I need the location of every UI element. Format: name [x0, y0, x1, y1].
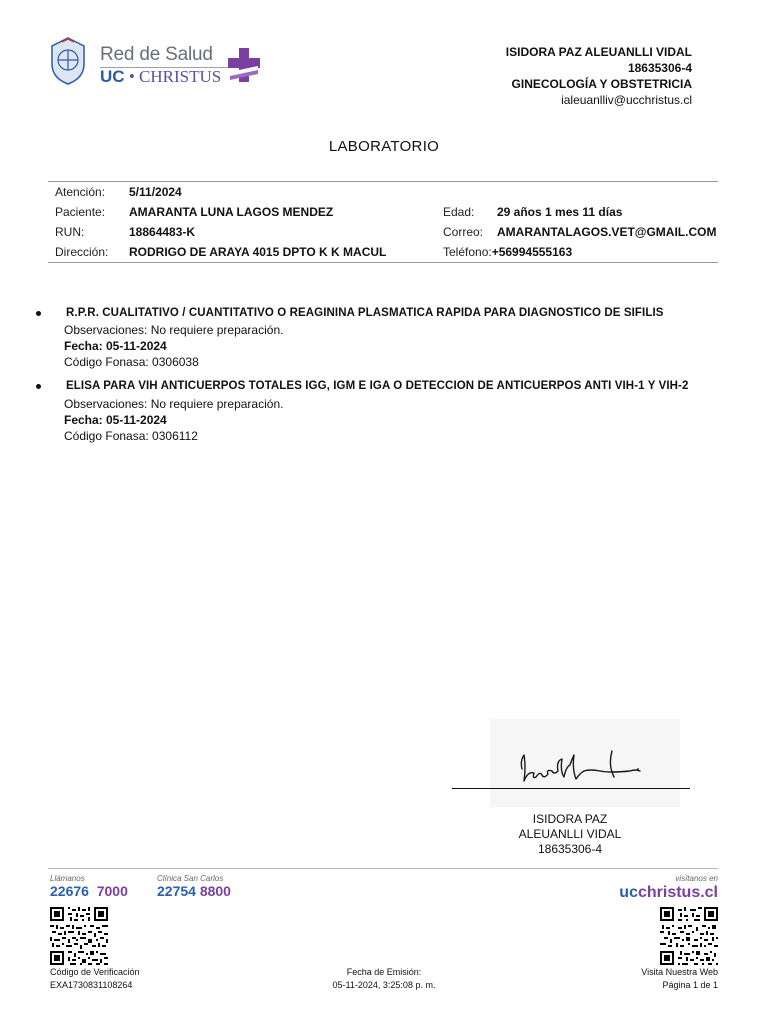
- signature-image: [490, 719, 680, 807]
- exam-fonasa-code: Código Fonasa: 0306112: [64, 429, 198, 443]
- patient-email-field: [443, 225, 716, 239]
- patient-name-field: [55, 205, 333, 219]
- exam-fonasa-code: Código Fonasa: 0306038: [64, 355, 199, 369]
- signer-name-line1: ISIDORA PAZ: [532, 812, 608, 826]
- university-seal-icon: [48, 36, 88, 86]
- call-number[interactable]: [50, 883, 128, 899]
- website-link[interactable]: [619, 884, 718, 902]
- patient-age-field: [443, 205, 622, 219]
- verification-qr-code-icon: [50, 907, 108, 965]
- issue-date-value: 05-11-2024, 3:25:08 p. m.: [332, 980, 436, 990]
- issue-date-label: Fecha de Emisión:: [346, 967, 422, 977]
- patient-address-label: Dirección:: [55, 245, 109, 259]
- bullet-icon: [36, 384, 41, 389]
- call-label: Llámanos: [50, 874, 85, 883]
- footer-divider: [48, 868, 718, 869]
- patient-run-field: [55, 225, 195, 239]
- doctor-name: ISIDORA PAZ ALEUANLLI VIDAL: [505, 45, 692, 59]
- exam-title: R.P.R. CUALITATIVO / CUANTITATIVO O REAGININA PLASMATICA RAPIDA PARA DIAGNOSTICO DE SIFILIS: [66, 307, 664, 319]
- doctor-specialty: GINECOLOGÍA Y OBSTETRICIA: [511, 77, 692, 91]
- call-number-part1: 22676: [50, 883, 89, 899]
- page-number: Página 1 de 1: [662, 980, 718, 990]
- patient-address-value: RODRIGO DE ARAYA 4015 DPTO K K MACUL: [129, 245, 387, 259]
- website-uc: uc: [619, 884, 638, 901]
- call-number-part2: 7000: [96, 883, 128, 899]
- web-label: visítanos en: [675, 874, 718, 883]
- exam-date: Fecha: 05-11-2024: [64, 413, 167, 427]
- attention-value: 5/11/2024: [129, 185, 182, 199]
- christus-cross-icon: [226, 46, 262, 84]
- signature-line: [452, 788, 690, 789]
- patient-age-value: 29 años 1 mes 11 días: [497, 205, 623, 219]
- signer-name-line2: ALEUANLLI VIDAL: [518, 827, 622, 841]
- logo-line-red-de-salud: Red de Salud: [100, 44, 213, 65]
- clinic-number-part1: 22754: [157, 883, 196, 899]
- attention-field: [55, 185, 182, 199]
- verification-label: Código de Verificación: [50, 967, 140, 977]
- clinic-number-part2: 8800: [199, 883, 231, 899]
- handwritten-signature-icon: [490, 719, 680, 807]
- patient-run-label: RUN:: [55, 225, 85, 239]
- doctor-run: 18635306-4: [627, 61, 692, 75]
- doctor-email: ialeuanlliv@ucchristus.cl: [561, 93, 692, 107]
- logo-uc: UC: [100, 67, 125, 86]
- clinic-number[interactable]: [157, 883, 231, 899]
- uc-christus-logo: [48, 36, 268, 88]
- doctor-info: [506, 44, 692, 108]
- visit-web-block: [641, 966, 718, 992]
- visit-web-label: Visita Nuestra Web: [641, 967, 718, 977]
- verification-block: [50, 966, 140, 992]
- signer-run: 18635306-4: [537, 842, 603, 856]
- patient-phone-value: +56994555163: [491, 245, 573, 259]
- exam-observations: Observaciones: No requiere preparación.: [64, 397, 284, 411]
- patient-name-value: AMARANTA LUNA LAGOS MENDEZ: [129, 205, 334, 219]
- patient-phone-label: Teléfono:: [443, 245, 492, 259]
- patient-name-label: Paciente:: [55, 205, 106, 219]
- patient-email-label: Correo:: [443, 225, 484, 239]
- signer-block: [480, 812, 660, 857]
- clinic-label: Clínica San Carlos: [157, 874, 224, 883]
- logo-line-uc-christus: [100, 67, 221, 87]
- verification-code: EXA1730831108264: [50, 980, 133, 990]
- logo-christus: • CHRISTUS: [124, 67, 222, 86]
- website-qr-code-icon: [660, 907, 718, 965]
- patient-run-value: 18864483-K: [129, 225, 196, 239]
- patient-age-label: Edad:: [443, 205, 475, 219]
- website-christus: christus.cl: [637, 884, 718, 901]
- attention-label: Atención:: [55, 185, 106, 199]
- issue-date-block: [284, 966, 484, 992]
- patient-info-box: [48, 181, 718, 263]
- patient-address-field: [55, 245, 386, 259]
- exam-date: Fecha: 05-11-2024: [64, 339, 167, 353]
- exam-observations: Observaciones: No requiere preparación.: [64, 323, 284, 337]
- exam-title: ELISA PARA VIH ANTICUERPOS TOTALES IGG, IGM E IGA O DETECCION DE ANTICUERPOS ANTI VIH-1 Y VIH-2: [66, 380, 689, 392]
- page-title: LABORATORIO: [328, 138, 440, 155]
- patient-email-value: AMARANTALAGOS.VET@GMAIL.COM: [497, 225, 717, 239]
- patient-phone-field: [443, 245, 572, 259]
- bullet-icon: [36, 311, 41, 316]
